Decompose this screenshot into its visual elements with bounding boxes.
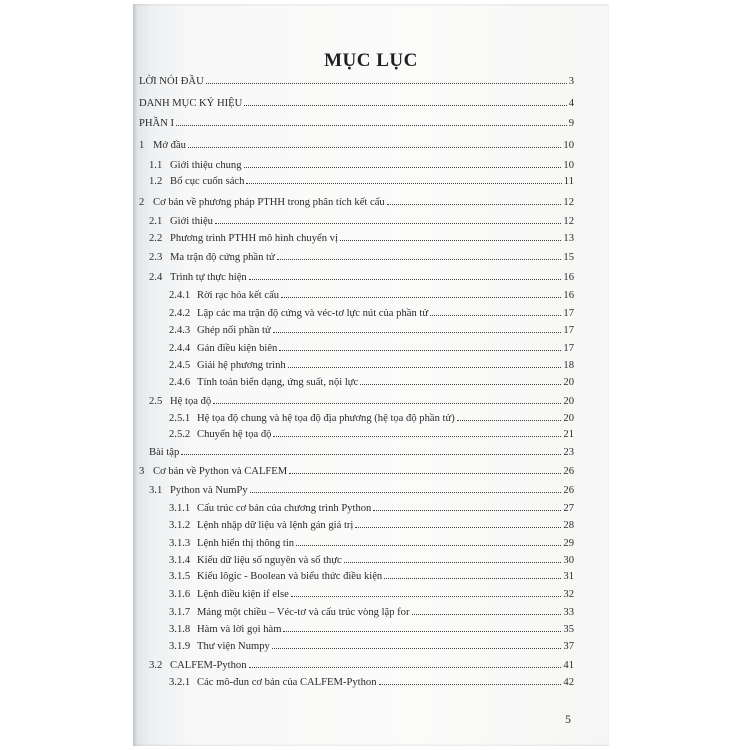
toc-entry-number: 2.3: [149, 252, 163, 263]
toc-entry-page: 32: [563, 589, 574, 600]
toc-entry-number: 3.1.9: [169, 641, 191, 652]
toc-entry-title: PHẦN I: [139, 118, 175, 129]
toc-entry-page: 35: [563, 624, 574, 635]
toc-entry-number: 1.1: [149, 160, 163, 171]
toc-entry-title: Trình tự thực hiện: [170, 272, 247, 283]
toc-entry-title: Giải hệ phương trình: [197, 360, 286, 371]
toc-entry-number: 2.5.1: [169, 413, 191, 424]
toc-entry-page: 28: [563, 520, 574, 531]
dot-leader: [344, 561, 562, 563]
toc-entry-page: 41: [563, 660, 574, 671]
toc-entry-page: 10: [563, 140, 574, 151]
toc-entry-number: 1: [139, 140, 145, 151]
toc-entry-number: 2.4.4: [169, 343, 191, 354]
toc-entry-number: 2.2: [149, 233, 163, 244]
toc-entry-page: 17: [563, 308, 574, 319]
dot-leader: [289, 472, 561, 474]
toc-entry-page: 37: [563, 641, 574, 652]
page-title: MỤC LỤC: [324, 50, 418, 71]
table-of-contents: [133, 4, 609, 746]
toc-entry: [149, 216, 574, 227]
dot-leader: [244, 104, 566, 106]
toc-entry-page: 3: [568, 76, 574, 87]
toc-entry-title: LỜI NÓI ĐẦU: [139, 76, 204, 87]
toc-entry: [149, 485, 574, 496]
dot-leader: [373, 509, 561, 511]
toc-entry-title: Bài tập: [149, 447, 180, 458]
dot-leader: [273, 331, 562, 333]
toc-entry: [169, 325, 574, 336]
toc-entry: [149, 252, 574, 263]
toc-entry-page: 17: [563, 343, 574, 354]
dot-leader: [215, 222, 561, 224]
book-page: [133, 4, 609, 746]
toc-entry-page: 4: [568, 98, 574, 109]
toc-entry-title: Ghép nối phần tử: [197, 325, 271, 336]
toc-entry: [169, 429, 574, 440]
toc-entry-title: Mở đầu: [153, 140, 186, 151]
toc-entry: [169, 589, 574, 600]
toc-entry-page: 12: [563, 216, 574, 227]
toc-entry-number: 3.1.4: [169, 555, 191, 566]
toc-entry-number: 3.2.1: [169, 677, 191, 688]
toc-entry: [139, 76, 574, 87]
toc-entry-title: Các mô-đun cơ bản của CALFEM-Python: [197, 677, 377, 688]
dot-leader: [291, 595, 562, 597]
toc-entry-title: Giới thiệu: [170, 216, 213, 227]
toc-entry: [169, 503, 574, 514]
toc-entry: [169, 377, 574, 388]
dot-leader: [244, 166, 562, 168]
toc-entry-page: 11: [563, 176, 574, 187]
toc-entry-number: 3.1: [149, 485, 163, 496]
toc-entry-number: 3.1.5: [169, 571, 191, 582]
toc-entry: [139, 118, 574, 129]
dot-leader: [288, 366, 562, 368]
toc-entry-number: 2.4: [149, 272, 163, 283]
dot-leader: [249, 278, 562, 280]
dot-leader: [176, 124, 567, 126]
dot-leader: [457, 419, 562, 421]
toc-entry-number: 2.5.2: [169, 429, 191, 440]
dot-leader: [249, 666, 562, 668]
toc-entry-page: 15: [563, 252, 574, 263]
toc-entry-number: 2.5: [149, 396, 163, 407]
toc-entry-number: 2.4.5: [169, 360, 191, 371]
toc-entry-page: 26: [563, 466, 574, 477]
toc-entry-title: Bố cục cuốn sách: [170, 176, 245, 187]
toc-entry-title: Cơ bản về phương pháp PTHH trong phân tích kết cấu: [153, 197, 385, 208]
toc-entry-page: 29: [563, 538, 574, 549]
toc-entry: [169, 555, 574, 566]
dot-leader: [412, 613, 562, 615]
toc-entry: [149, 660, 574, 671]
toc-entry-title: Lệnh nhập dữ liệu và lệnh gán giá trị: [197, 520, 354, 531]
dot-leader: [384, 577, 561, 579]
toc-entry-page: 26: [563, 485, 574, 496]
toc-entry-page: 9: [568, 118, 574, 129]
toc-entry-page: 33: [563, 607, 574, 618]
toc-entry-number: 2.1: [149, 216, 163, 227]
dot-leader: [379, 683, 562, 685]
toc-entry-title: Kiểu lôgic - Boolean và biểu thức điều kiện: [197, 571, 383, 582]
toc-entry-title: Kiểu dữ liệu số nguyên và số thực: [197, 555, 342, 566]
toc-entry-number: 2.4.1: [169, 290, 191, 301]
toc-entry: [139, 197, 574, 208]
toc-entry: [139, 98, 574, 109]
toc-entry: [149, 447, 574, 458]
toc-entry-number: 2.4.2: [169, 308, 191, 319]
toc-entry-page: 30: [563, 555, 574, 566]
toc-entry: [169, 290, 574, 301]
toc-entry-title: Cơ bản về Python và CALFEM: [153, 466, 288, 477]
dot-leader: [281, 296, 561, 298]
toc-entry-title: Thư viện Numpy: [197, 641, 270, 652]
toc-entry-title: Hệ tọa độ: [170, 396, 212, 407]
toc-entry: [149, 160, 574, 171]
toc-entry-number: 2.4.6: [169, 377, 191, 388]
toc-entry: [169, 520, 574, 531]
toc-entry: [139, 140, 574, 151]
toc-entry: [169, 571, 574, 582]
toc-entry-title: Hệ tọa độ chung và hệ tọa độ địa phương (hệ tọa độ phần tử): [197, 413, 455, 424]
toc-entry-title: Rời rạc hóa kết cấu: [197, 290, 280, 301]
toc-entry-page: 17: [563, 325, 574, 336]
toc-entry-page: 20: [563, 377, 574, 388]
toc-entry: [139, 466, 574, 477]
dot-leader: [277, 258, 562, 260]
dot-leader: [272, 647, 562, 649]
toc-entry-title: DANH MỤC KÝ HIỆU: [139, 98, 243, 109]
dot-leader: [340, 239, 562, 241]
toc-entry-page: 13: [563, 233, 574, 244]
toc-entry: [149, 396, 574, 407]
toc-entry-title: Giới thiệu chung: [170, 160, 242, 171]
toc-entry: [169, 538, 574, 549]
dot-leader: [250, 491, 562, 493]
toc-entry-number: 2: [139, 197, 145, 208]
toc-entry: [149, 272, 574, 283]
dot-leader: [246, 182, 561, 184]
toc-entry-title: Tính toán biến dạng, ứng suất, nội lực: [197, 377, 359, 388]
dot-leader: [430, 314, 561, 316]
toc-entry-title: Hàm và lời gọi hàm: [197, 624, 282, 635]
toc-entry-title: Lệnh điều kiện if else: [197, 589, 289, 600]
toc-entry-page: 20: [563, 396, 574, 407]
toc-entry-page: 12: [563, 197, 574, 208]
toc-entry: [149, 176, 574, 187]
toc-entry: [169, 343, 574, 354]
toc-entry-number: 3.1.7: [169, 607, 191, 618]
toc-entry-page: 21: [563, 429, 574, 440]
toc-entry-title: Chuyển hệ tọa độ: [197, 429, 272, 440]
dot-leader: [387, 203, 562, 205]
toc-entry-title: Mảng một chiều – Véc-tơ và cấu trúc vòng lặp for: [197, 607, 410, 618]
dot-leader: [206, 82, 567, 84]
toc-entry-number: 3.1.2: [169, 520, 191, 531]
toc-entry-title: Lập các ma trận độ cứng và véc-tơ lực nút của phần tử: [197, 308, 429, 319]
toc-entry-title: Gán điều kiện biên: [197, 343, 278, 354]
toc-entry: [169, 677, 574, 688]
toc-entry-number: 1.2: [149, 176, 163, 187]
toc-entry: [169, 624, 574, 635]
dot-leader: [283, 630, 561, 632]
toc-entry-number: 3.1.3: [169, 538, 191, 549]
toc-entry-title: Phương trình PTHH mô hình chuyển vị: [170, 233, 338, 244]
toc-entry: [169, 607, 574, 618]
toc-entry-page: 42: [563, 677, 574, 688]
toc-entry-page: 16: [563, 290, 574, 301]
page-number: 5: [565, 712, 571, 726]
toc-entry-number: 3: [139, 466, 145, 477]
toc-entry: [149, 233, 574, 244]
toc-entry-page: 18: [563, 360, 574, 371]
toc-entry: [169, 413, 574, 424]
toc-entry: [169, 360, 574, 371]
toc-entry-title: Ma trận độ cứng phần tử: [170, 252, 275, 263]
dot-leader: [273, 435, 561, 437]
toc-entry-title: Cấu trúc cơ bản của chương trình Python: [197, 503, 372, 514]
toc-entry-page: 10: [563, 160, 574, 171]
toc-entry: [169, 641, 574, 652]
toc-entry-page: 27: [563, 503, 574, 514]
dot-leader: [355, 526, 561, 528]
dot-leader: [279, 349, 561, 351]
dot-leader: [296, 544, 561, 546]
toc-entry-page: 31: [563, 571, 574, 582]
toc-entry-page: 20: [563, 413, 574, 424]
toc-entry-title: CALFEM-Python: [170, 660, 247, 671]
toc-entry-number: 2.4.3: [169, 325, 191, 336]
dot-leader: [181, 453, 561, 455]
toc-entry-page: 16: [563, 272, 574, 283]
toc-entry-title: Lệnh hiển thị thông tin: [197, 538, 295, 549]
toc-entry-page: 23: [563, 447, 574, 458]
toc-entry-number: 3.1.8: [169, 624, 191, 635]
dot-leader: [360, 383, 561, 385]
toc-entry: [169, 308, 574, 319]
dot-leader: [188, 146, 561, 148]
dot-leader: [213, 402, 561, 404]
toc-entry-number: 3.1.6: [169, 589, 191, 600]
toc-entry-number: 3.1.1: [169, 503, 191, 514]
toc-entry-number: 3.2: [149, 660, 163, 671]
toc-entry-title: Python và NumPy: [170, 485, 248, 496]
